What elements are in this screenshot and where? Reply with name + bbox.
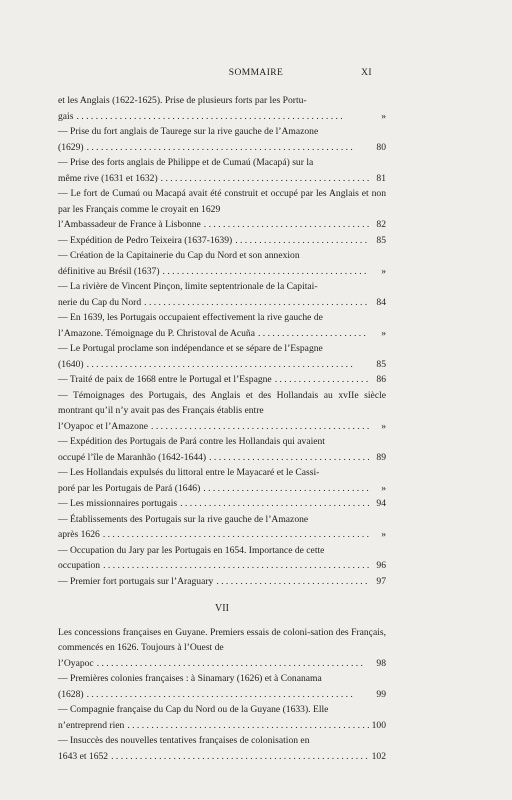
toc-entry-last-text: — Les missionnaires portugais [58, 498, 178, 509]
toc-entry [58, 733, 386, 764]
toc-entry-last-line [58, 109, 386, 125]
toc-entry-last-line [58, 372, 386, 388]
toc-list-chapter-vi [58, 93, 386, 589]
dot-leader [76, 109, 369, 125]
toc-page-number: » [381, 420, 386, 432]
toc-entry [58, 233, 386, 249]
toc-entry-last-line [58, 171, 386, 187]
section-heading: VII [215, 603, 229, 614]
toc-entry-text: — Expédition des Portugais de Pará contre les Hollandais qui avaient [58, 436, 325, 447]
toc-entry-last-text: l’Ambassadeur de France à Lisbonne [58, 219, 201, 230]
toc-entry [58, 310, 386, 341]
toc-entry-last-line [58, 718, 386, 734]
toc-entry-text: et les Anglais (1622-1625). Prise de plusieurs forts par les Portu- [58, 95, 307, 106]
toc-entry [58, 341, 386, 372]
toc-entry-text: — Compagnie française du Cap du Nord ou de la Guyane (1633). Elle [58, 704, 329, 715]
toc-page-number: 89 [376, 451, 386, 463]
toc-page-number: 86 [376, 374, 386, 385]
toc-entry [58, 702, 386, 733]
toc-entry-text: — Création de la Capitainerie du Cap du Nord et son annexion [58, 250, 300, 261]
dot-leader [151, 419, 369, 435]
toc-entry [58, 155, 386, 186]
dot-leader [103, 558, 369, 574]
toc-entry-last-text: poré par les Portugais de Pará (1646) [58, 482, 201, 494]
toc-entry [58, 434, 386, 465]
toc-entry-last-line [58, 749, 386, 765]
toc-entry-last-line [58, 481, 386, 497]
toc-entry-last-text: nerie du Cap du Nord [58, 296, 142, 308]
dot-leader [163, 264, 369, 280]
toc-entry [58, 465, 386, 496]
toc-entry-last-text: après 1626 [58, 529, 100, 540]
toc-page-number: 100 [371, 719, 386, 731]
toc-page-number: 80 [376, 141, 386, 153]
toc-entry-last-text: l’Amazone. Témoignage du P. Christoval de Acuña [58, 327, 255, 339]
toc-page-number: 94 [376, 498, 386, 509]
toc-entry-last-text: occupation [58, 560, 101, 571]
toc-page-number: » [381, 327, 386, 339]
dot-leader [161, 171, 369, 187]
dot-leader [103, 527, 369, 543]
toc-entry [58, 248, 386, 279]
dot-leader [87, 357, 369, 373]
dot-leader [144, 295, 369, 311]
toc-page-number: » [381, 529, 386, 540]
dot-leader [127, 718, 368, 734]
dot-leader [275, 372, 369, 388]
toc-entry [58, 625, 386, 672]
toc-page-number: 81 [376, 172, 386, 184]
toc-page-number: 97 [376, 575, 386, 587]
toc-entry-text: — Premières colonies françaises : à Sinamary (1626) et à Conanama [58, 673, 322, 684]
page-number: XI [361, 68, 372, 78]
dot-leader [216, 574, 369, 590]
toc-entry-last-line [58, 233, 386, 249]
toc-page-number: 99 [376, 688, 386, 700]
toc-page-number: » [381, 482, 386, 494]
toc-entry-text: — Prise du fort anglais de Taurege sur la rive gauche de l’Amazone [58, 126, 319, 137]
dot-leader [111, 749, 369, 765]
toc-entry-text: — Occupation du Jary par les Portugais en 1654. Importance de cette [58, 544, 325, 556]
toc-entry-last-text: l’Oyapoc [58, 657, 94, 669]
toc-entry-last-line [58, 574, 386, 590]
toc-entry [58, 388, 386, 435]
toc-entry-last-line [58, 295, 386, 311]
toc-entry [58, 279, 386, 310]
toc-page-number: » [381, 110, 386, 122]
dot-leader [204, 217, 369, 233]
toc-page-number: » [381, 265, 386, 277]
dot-leader [203, 481, 369, 497]
toc-entry-last-line [58, 140, 386, 156]
toc-entry-last-line [58, 687, 386, 703]
dot-leader [180, 496, 369, 512]
toc-entry [58, 496, 386, 512]
toc-entry-last-text: n’entreprend rien [58, 719, 125, 731]
toc-entry-last-text: 1643 et 1652 [58, 750, 109, 762]
toc-entry-last-text: définitive au Brésil (1637) [58, 265, 160, 277]
toc-entry-text: — Prise des forts anglais de Philippe et de Cumaú (Macapá) sur la [58, 157, 314, 168]
toc-entry-text: — En 1639, les Portugais occupaient effectivement la rive gauche de [58, 312, 323, 323]
toc-entry-last-text: — Expédition de Pedro Teixeira (1637-1639) [58, 234, 233, 246]
toc-entry-last-line [58, 527, 386, 543]
dot-leader [235, 233, 369, 249]
toc-entry-last-text: — Traité de paix de 1668 entre le Portugal et l’Espagne [58, 374, 272, 385]
toc-entry-last-text: (1640) [58, 358, 84, 370]
dot-leader [87, 687, 369, 703]
dot-leader [97, 656, 369, 672]
toc-entry-last-line [58, 326, 386, 342]
dot-leader [209, 450, 369, 466]
toc-entry [58, 93, 386, 124]
running-title: SOMMAIRE [228, 68, 284, 78]
toc-entry [58, 574, 386, 590]
toc-entry-last-text: l’Oyapoc et l’Amazone [58, 420, 149, 432]
toc-entry [58, 512, 386, 543]
toc-entry [58, 124, 386, 155]
toc-entry-last-line [58, 217, 386, 233]
toc-entry-last-text: occupé l’île de Maranhão (1642-1644) [58, 451, 207, 463]
dot-leader [87, 140, 369, 156]
toc-entry-last-text: gais [58, 110, 74, 122]
toc-entry-text: Les concessions françaises en Guyane. Premiers essais de coloni-sation des Français, commencés en 1626. Toujours à l’Ouest de [58, 626, 386, 653]
toc-entry-text: — Témoignages des Portugais, des Anglais et des Hollandais au xvIIe siècle montrant qu’il n’y avait pas des Français établis entre [58, 389, 386, 416]
toc-entry-last-line [58, 419, 386, 435]
toc-entry [58, 671, 386, 702]
toc-list-chapter-vii [58, 625, 386, 765]
toc-entry-text: — Les Hollandais expulsés du littoral entre le Mayacaré et le Cassi- [58, 467, 320, 478]
toc-entry-last-line [58, 357, 386, 373]
toc-entry-last-text: même rive (1631 et 1632) [58, 172, 158, 184]
toc-page-number: 84 [376, 296, 386, 308]
toc-page-number: 82 [376, 219, 386, 230]
toc-entry-last-line [58, 656, 386, 672]
dot-leader [258, 326, 369, 342]
page-header [0, 68, 512, 82]
toc-entry [58, 372, 386, 388]
toc-entry-text: — Insuccès des nouvelles tentatives françaises de colonisation en [58, 735, 310, 746]
toc-entry-last-line [58, 496, 386, 512]
toc-page-number: 85 [376, 234, 386, 246]
toc-entry-text: — La rivière de Vincent Pinçon, limite septentrionale de la Capitai- [58, 281, 318, 292]
toc-entry-text: — Établissements des Portugais sur la rive gauche de l’Amazone [58, 513, 309, 525]
toc-page-number: 96 [376, 560, 386, 571]
toc-entry-last-text: (1629) [58, 141, 84, 153]
toc-page-number: 85 [376, 358, 386, 370]
toc-entry-last-line [58, 450, 386, 466]
toc-entry [58, 543, 386, 574]
toc-page-number: 98 [376, 657, 386, 669]
toc-entry-last-text: — Premier fort portugais sur l’Araguary [58, 575, 214, 587]
toc-entry [58, 186, 386, 233]
table-of-contents [58, 93, 386, 764]
toc-entry-last-line [58, 558, 386, 574]
toc-entry-last-text: (1628) [58, 688, 84, 700]
toc-entry-text: — Le Portugal proclame son indépendance et se sépare de l’Espagne [58, 343, 323, 354]
toc-page-number: 102 [371, 750, 386, 762]
toc-entry-last-line [58, 264, 386, 280]
toc-entry-text: — Le fort de Cumaú ou Macapá avait été construit et occupé par les Anglais et non par les Français comme le croyait en 1629 [58, 188, 386, 215]
